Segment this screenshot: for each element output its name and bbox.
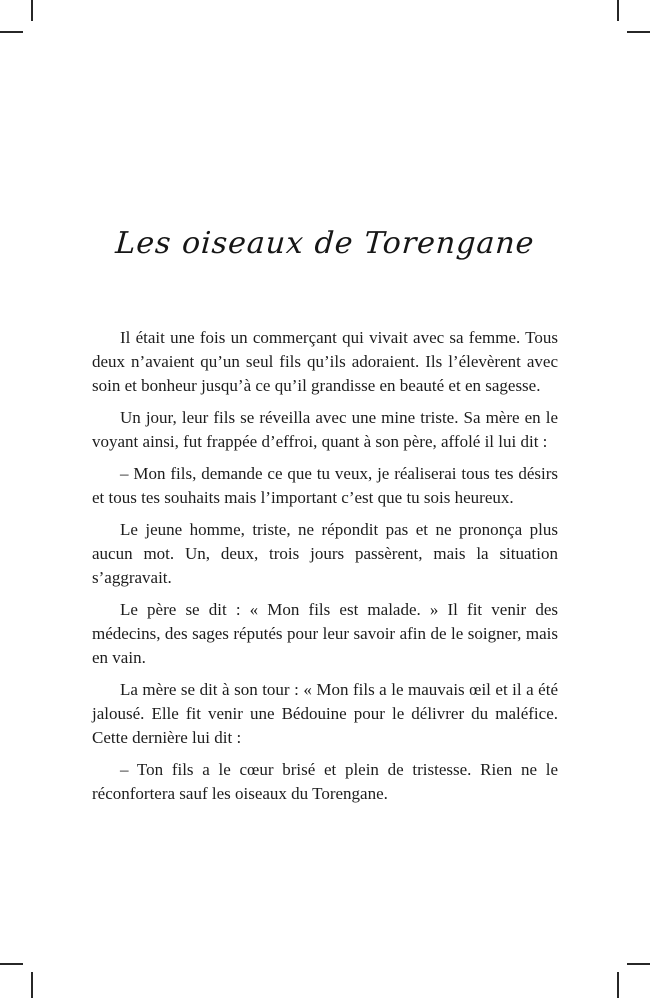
crop-mark-top-right-horizontal xyxy=(627,31,650,33)
story-title: Les oiseaux de Torengane xyxy=(114,226,536,261)
paragraph: Un jour, leur fils se réveilla avec une mine triste. Sa mère en le voyant ainsi, fut frappée d’effroi, quant à son père, affolé il lui dit : xyxy=(92,408,558,451)
story-body xyxy=(92,326,558,814)
paragraph: La mère se dit à son tour : « Mon fils a le mauvais œil et il a été jalousé. Elle fit venir une Bédouine pour le délivrer du maléfice. Cette dernière lui dit : xyxy=(92,680,558,747)
crop-mark-bottom-right-vertical xyxy=(617,972,619,998)
paragraph: – Ton fils a le cœur brisé et plein de tristesse. Rien ne le réconfortera sauf les oiseaux du Torengane. xyxy=(92,760,558,803)
crop-mark-bottom-left-vertical xyxy=(31,972,33,998)
paragraph: – Mon fils, demande ce que tu veux, je réaliserai tous tes désirs et tous tes souhaits mais l’important c’est que tu sois heureux. xyxy=(92,464,558,507)
crop-mark-top-left-vertical xyxy=(31,0,33,21)
paragraph: Le jeune homme, triste, ne répondit pas et ne prononça plus aucun mot. Un, deux, trois jours passèrent, mais la situation s’aggravait. xyxy=(92,520,558,587)
crop-mark-top-left-horizontal xyxy=(0,31,23,33)
paragraph: Le père se dit : « Mon fils est malade. » Il fit venir des médecins, des sages réputés pour leur savoir afin de le soigner, mais en vain. xyxy=(92,600,558,667)
crop-mark-top-right-vertical xyxy=(617,0,619,21)
crop-mark-bottom-left-horizontal xyxy=(0,963,23,965)
paragraph: Il était une fois un commerçant qui vivait avec sa femme. Tous deux n’avaient qu’un seul fils qu’ils adoraient. Ils l’élevèrent avec soin et bonheur jusqu’à ce qu’il grandisse en beauté et en sagesse. xyxy=(92,328,558,395)
crop-mark-bottom-right-horizontal xyxy=(627,963,650,965)
